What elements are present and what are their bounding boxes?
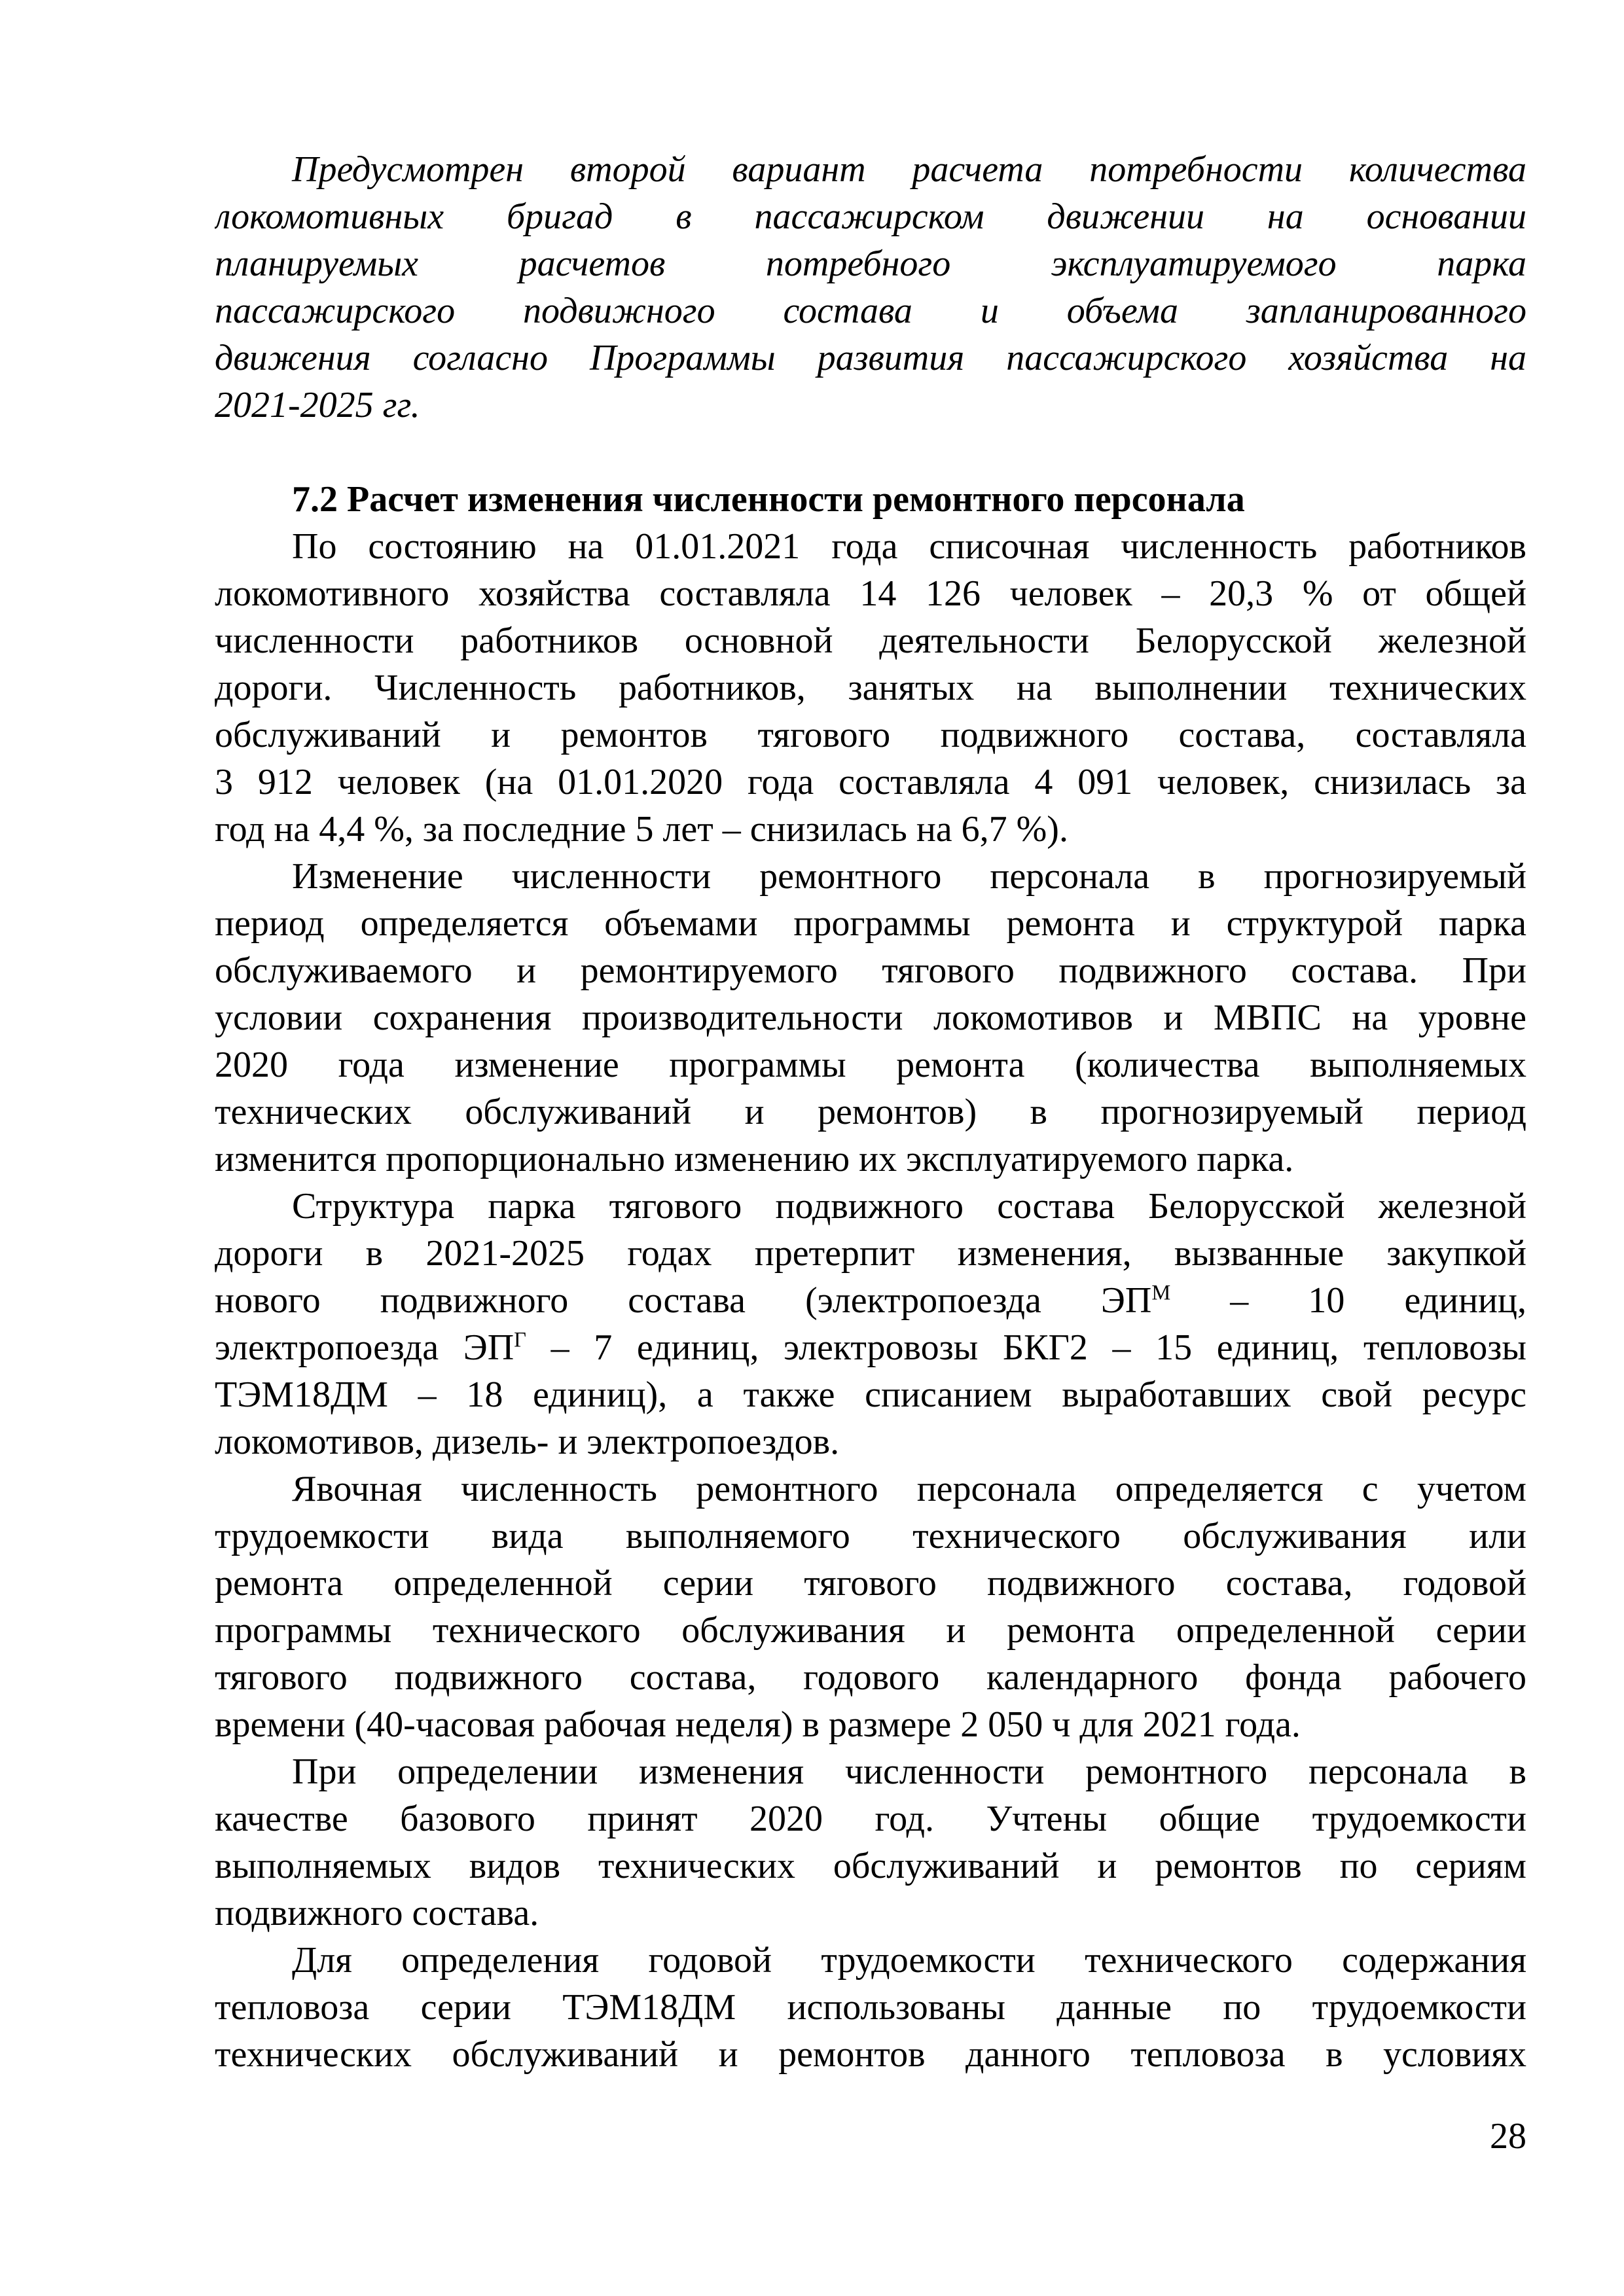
text-line: год на 4,4 %, за последние 5 лет – снизилась на 6,7 %). (215, 809, 1068, 850)
text-line: технических обслуживаний и ремонтов данного тепловоза в условиях (215, 2034, 1526, 2075)
text-line: численности работников основной деятельности Белорусской железной (215, 620, 1526, 661)
text-line: По состоянию на 01.01.2021 года списочная численность работников (292, 526, 1526, 567)
paragraph (215, 1937, 1526, 2078)
text-line: тепловоза серии ТЭМ18ДМ использованы данные по трудоемкости (215, 1987, 1526, 2028)
document-body (215, 146, 1526, 2078)
text-line: Явочная численность ремонтного персонала определяется с учетом (292, 1469, 1526, 1509)
text-line: локомотивов, дизель- и электропоездов. (215, 1422, 840, 1462)
text-line: изменится пропорционально изменению их эксплуатируемого парка. (215, 1139, 1294, 1179)
text-line: планируемых расчетов потребного эксплуатируемого парка (215, 243, 1526, 284)
text-line: 7.2 Расчет изменения численности ремонтного персонала (292, 479, 1245, 520)
text-line: качестве базового принят 2020 год. Учтены общие трудоемкости (215, 1799, 1526, 1839)
text-line: 2021-2025 гг. (215, 385, 420, 425)
text-line: ТЭМ18ДМ – 18 единиц), а также списанием выработавших свой ресурс (215, 1374, 1526, 1415)
text-line: нового подвижного состава (электропоезда $ЭП^М - 10$ единиц, (215, 1280, 1526, 1321)
text-line: период определяется объемами программы ремонта и структурой парка (215, 903, 1526, 944)
section-heading (215, 476, 1526, 523)
paragraph-spacer (215, 429, 1526, 476)
paragraph (215, 1748, 1526, 1937)
text-line: При определении изменения численности ремонтного персонала в (292, 1751, 1526, 1792)
text-line: пассажирского подвижного состава и объема запланированного (215, 291, 1526, 331)
text-line: условии сохранения производительности локомотивов и МВПС на уровне (215, 997, 1526, 1038)
paragraph (215, 146, 1526, 429)
text-line: трудоемкости вида выполняемого технического обслуживания или (215, 1516, 1526, 1556)
text-line: движения согласно Программы развития пассажирского хозяйства на (215, 338, 1526, 378)
text-line: Для определения годовой трудоемкости технического содержания (292, 1940, 1526, 1981)
paragraph (215, 853, 1526, 1183)
text-line: ремонта определенной серии тягового подвижного состава, годовой (215, 1563, 1526, 1604)
text-line: выполняемых видов технических обслуживаний и ремонтов по сериям (215, 1846, 1526, 1886)
text-line: технических обслуживаний и ремонтов) в прогнозируемый период (215, 1092, 1526, 1132)
paragraph (215, 1465, 1526, 1748)
text-line: 3 912 человек (на 01.01.2020 года составляла 4 091 человек, снизилась за (215, 762, 1526, 802)
text-line: локомотивных бригад в пассажирском движении на основании (215, 196, 1526, 237)
text-line: времени (40-часовая рабочая неделя) в размере 2 050 ч для 2021 года. (215, 1704, 1301, 1745)
paragraph (215, 1183, 1526, 1465)
page-number: 28 (1490, 2116, 1526, 2157)
text-line: электропоезда $ЭП^Г - 7$ единиц, электровозы БКГ2 – 15 единиц, тепловозы (215, 1327, 1526, 1368)
text-line: тягового подвижного состава, годового календарного фонда рабочего (215, 1657, 1526, 1698)
text-line: локомотивного хозяйства составляла 14 126 человек – 20,3 % от общей (215, 573, 1526, 614)
superscript: М (1151, 1281, 1171, 1305)
text-line: программы технического обслуживания и ремонта определенной серии (215, 1610, 1526, 1651)
text-line: Предусмотрен второй вариант расчета потребности количества (292, 149, 1526, 190)
text-line: 2020 года изменение программы ремонта (количества выполняемых (215, 1045, 1526, 1085)
text-line: обслуживаемого и ремонтируемого тягового подвижного состава. При (215, 950, 1526, 991)
text-line: дороги в 2021-2025 годах претерпит изменения, вызванные закупкой (215, 1233, 1526, 1274)
text-line: обслуживаний и ремонтов тягового подвижного состава, составляла (215, 715, 1526, 755)
text-line: Структура парка тягового подвижного состава Белорусской железной (292, 1186, 1526, 1227)
paragraph (215, 523, 1526, 853)
text-line: подвижного состава. (215, 1893, 539, 1933)
superscript: Г (514, 1328, 526, 1352)
text-line: дороги. Численность работников, занятых на выполнении технических (215, 668, 1526, 708)
text-line: Изменение численности ремонтного персонала в прогнозируемый (292, 856, 1526, 897)
